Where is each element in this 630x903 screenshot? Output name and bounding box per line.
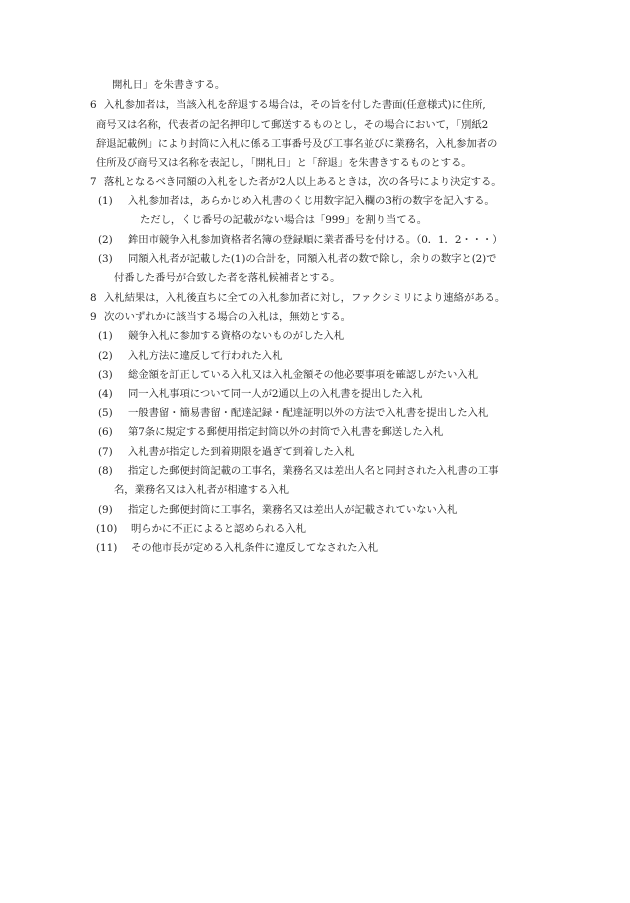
item-7-sub-2-label: (2) xyxy=(98,234,113,246)
item-7-sub-1-line-1: 入札参加者は，あらかじめ入札書のくじ用数字記入欄の3桁の数字を記入する。 xyxy=(128,195,495,207)
item-9-sub-6-line-1: 第7条に規定する郵便用指定封筒以外の封筒で入札書を郵送した入札 xyxy=(128,426,444,438)
item-7-sub-1-label: (1) xyxy=(98,195,113,207)
item-9-sub-11-label: (11) xyxy=(96,542,118,554)
item-9-sub-3-label: (3) xyxy=(98,369,113,381)
item-9-sub-7-line-1: 入札書が指定した到着期限を過ぎて到着した入札 xyxy=(128,446,355,458)
item-8-number: 8 xyxy=(90,292,97,304)
item-9-sub-6-label: (6) xyxy=(98,426,113,438)
item-9-sub-9-label: (9) xyxy=(98,504,113,516)
item-7-sub-3-line-2: 付番した番号が合致した者を落札候補者とする。 xyxy=(114,272,341,284)
item-9-sub-8-label: (8) xyxy=(98,465,113,477)
item-9-sub-7-label: (7) xyxy=(98,446,113,458)
item-9-sub-4-label: (4) xyxy=(98,388,113,400)
item-9-sub-5-line-1: 一般書留・簡易書留・配達記録・配達証明以外の方法で入札書を提出した入札 xyxy=(128,407,489,419)
item-7-sub-3-label: (3) xyxy=(98,253,113,265)
item-6-number: 6 xyxy=(90,99,97,111)
item-7-sub-2-line-1: 鉾田市競争入札参加資格者名簿の登録順に業者番号を付ける。（0．1．2・・・） xyxy=(128,234,503,246)
item-9-sub-10-label: (10) xyxy=(96,523,118,535)
item-6-line-2: 商号又は名称，代表者の記名押印して郵送するものとし，その場合において，「別紙2 xyxy=(96,119,489,131)
item-6-line-4: 住所及び商号又は名称を表記し，「開札日」と「辞退」を朱書きするものとする。 xyxy=(96,157,472,169)
item-6-line-1: 入札参加者は，当該入札を辞退する場合は，その旨を付した書面(任意様式)に住所, xyxy=(104,99,486,111)
item-9-sub-1-line-1: 競争入札に参加する資格のないものがした入札 xyxy=(128,330,345,342)
item-7-number: 7 xyxy=(90,176,97,188)
item-9-text: 次のいずれかに該当する場合の入札は，無効とする。 xyxy=(104,311,351,323)
item-9-sub-11-line-1: その他市長が定める入札条件に違反してなされた入札 xyxy=(131,542,378,554)
item-9-sub-1-label: (1) xyxy=(98,330,113,342)
item-9-sub-4-line-1: 同一入札事項について同一人が2通以上の入札書を提出した入札 xyxy=(128,388,423,400)
item-8-text: 入札結果は，入札後直ちに全ての入札参加者に対し，ファクシミリにより連絡がある。 xyxy=(104,292,506,304)
item-7-sub-3-line-1: 同額入札者が記載した(1)の合計を，同額入札者の数で除し，余りの数字と(2)で xyxy=(128,253,497,265)
item-9-sub-8-line-1: 指定した郵便封筒記載の工事名，業務名又は差出人名と同封された入札書の工事 xyxy=(128,465,499,477)
item-9-sub-2-label: (2) xyxy=(98,350,113,362)
item-6-line-3: 辞退記載例」により封筒に入札に係る工事番号及び工事名並びに業務名，入札参加者の xyxy=(96,138,498,150)
item-7-text: 落札となるべき同額の入札をした者が2人以上あるときは，次の各号により決定する。 xyxy=(104,176,502,188)
item-7-sub-1-line-2: ただし，くじ番号の記載がない場合は「999」を割り当てる。 xyxy=(140,214,428,226)
continuation-line: 開札日」を朱書きする。 xyxy=(112,79,226,91)
item-9-sub-10-line-1: 明らかに不正によると認められる入札 xyxy=(131,523,306,535)
item-9-sub-5-label: (5) xyxy=(98,407,113,419)
item-9-sub-9-line-1: 指定した郵便封筒に工事名，業務名又は差出人が記載されていない入札 xyxy=(128,504,458,516)
item-9-sub-2-line-1: 入札方法に違反して行われた入札 xyxy=(128,350,283,362)
item-9-number: 9 xyxy=(90,311,97,323)
item-9-sub-3-line-1: 総金額を訂正している入札又は入札金額その他必要事項を確認しがたい入札 xyxy=(128,369,478,381)
item-9-sub-8-line-2: 名，業務名又は入札者が相違する入札 xyxy=(114,484,289,496)
